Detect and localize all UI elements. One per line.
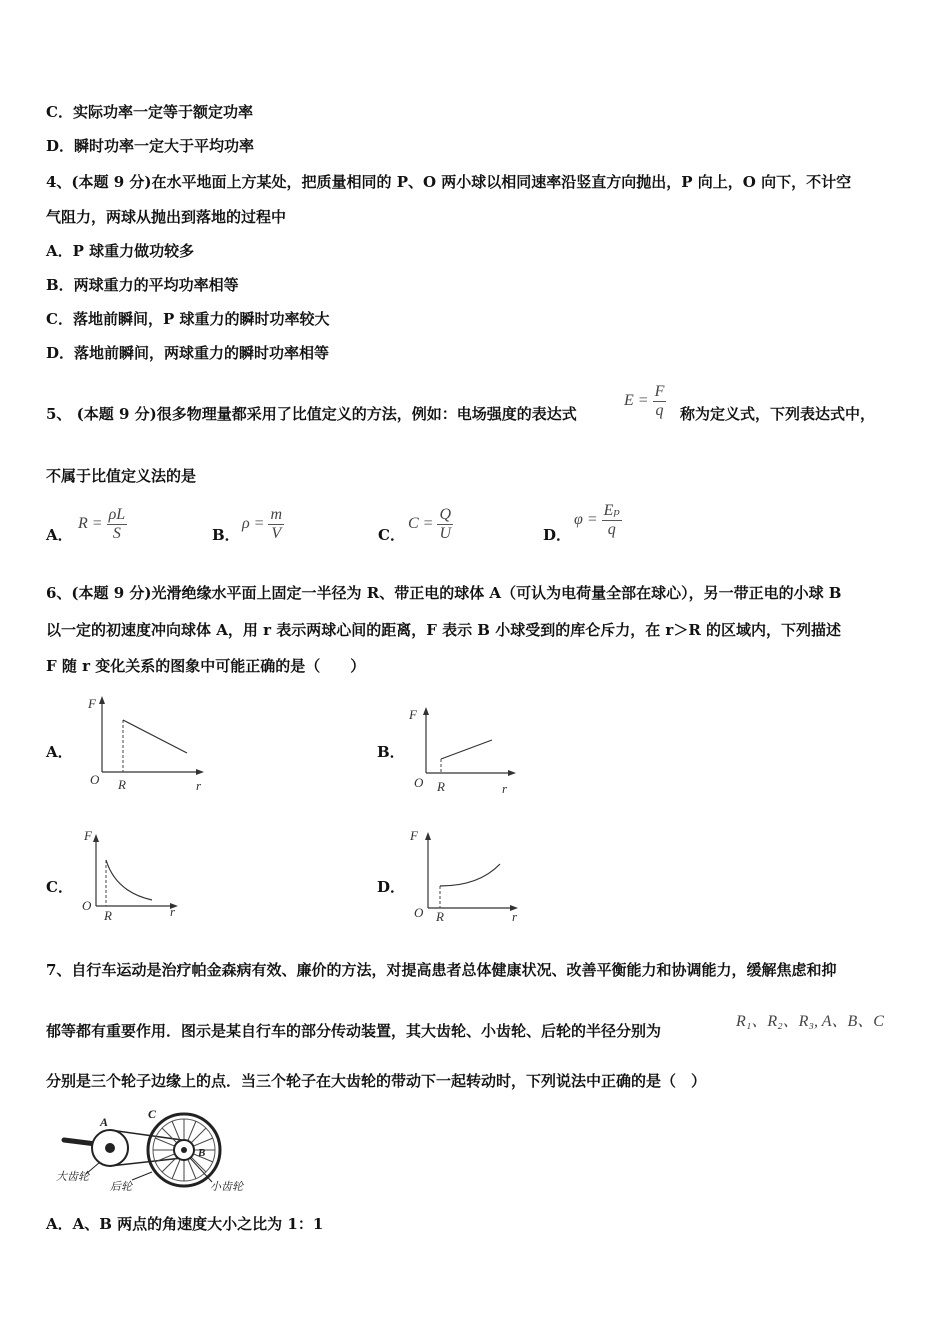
q5-formula-lhs: E =: [624, 392, 649, 410]
q6-graph-d-y-label: F: [410, 828, 418, 843]
q6-option-c-label: C．: [46, 878, 73, 896]
q5-option-c-lhs: C =: [408, 515, 434, 533]
q4-option-b: B．两球重力的平均功率相等: [46, 276, 239, 294]
bicycle-transmission-figure: [52, 1106, 262, 1194]
q6-graph-a-x-label: r: [196, 778, 202, 793]
q6-graph-d: [404, 824, 526, 924]
q5-option-a-den: S: [112, 525, 121, 542]
q6-graph-a-y-label: F: [88, 696, 96, 711]
q6-graph-c-x-label: r: [170, 904, 176, 919]
q6-graph-d-radius: R: [436, 909, 444, 924]
fig-label-a: A: [100, 1115, 109, 1129]
q4-option-c: C．落地前瞬间，P 球重力的瞬时功率较大: [46, 310, 330, 328]
q6-graph-c-radius: R: [104, 908, 112, 922]
fig-label-c: C: [148, 1107, 157, 1121]
q6-graph-c-y-label: F: [84, 828, 92, 843]
fig-label-big-gear: 大齿轮: [56, 1171, 89, 1183]
q7-stem-line3: 分别是三个轮子边缘上的点．当三个轮子在大齿轮的带动下一起转动时，下列说法中正确的是（ ）: [46, 1072, 707, 1090]
q5-option-c-den: U: [439, 525, 452, 542]
q6-graph-c: [78, 824, 188, 922]
q6-graph-b: [404, 703, 524, 798]
fig-label-b: B: [198, 1147, 206, 1159]
q5-option-b-formula: [242, 506, 284, 543]
q7-radii-formula: R₁、R₂、R₃, A、B、C: [736, 1013, 884, 1030]
q5-option-c-label: C．: [378, 526, 405, 544]
q5-option-b-fraction: [268, 506, 284, 543]
q5-option-d-formula: [574, 502, 622, 539]
q5-option-d-label: D．: [543, 526, 572, 544]
q7-stem-line1: 7、自行车运动是治疗帕金森病有效、廉价的方法，对提高患者总体健康状况、改善平衡能力和协调能力，缓解焦虑和抑: [46, 961, 837, 979]
q6-option-d-label: D．: [377, 878, 406, 896]
q4-option-a: A．P 球重力做功较多: [46, 242, 195, 260]
q6-graph-b-radius: R: [437, 779, 445, 794]
q5-option-d-lhs: φ =: [574, 511, 598, 529]
q4-stem-line1: 4、(本题 9 分)在水平地面上方某处，把质量相同的 P、O 两小球以相同速率沿竖直方向抛出，P 向上，O 向下，不计空: [46, 173, 852, 191]
q5-option-b-label: B．: [212, 526, 240, 544]
q6-graph-b-x-label: r: [502, 781, 508, 796]
q4-stem-line2: 气阻力，两球从抛出到落地的过程中: [46, 208, 287, 226]
q5-option-d-num: Eₚ: [603, 502, 620, 519]
q5-option-b-den: V: [271, 525, 282, 542]
q4-option-d: D．落地前瞬间，两球重力的瞬时功率相等: [46, 344, 330, 362]
q6-graph-d-origin: O: [414, 905, 424, 920]
q7-option-a: A．A、B 两点的角速度大小之比为 1：1: [46, 1215, 324, 1233]
q5-option-c-fraction: [437, 506, 453, 543]
fig-label-rear-wheel: 后轮: [110, 1181, 132, 1193]
q5-stem-pre: 5、 (本题 9 分)很多物理量都采用了比值定义的方法，例如：电场强度的表达式: [46, 405, 577, 423]
q6-option-b-label: B．: [377, 743, 405, 761]
q5-stem-post: 称为定义式，下列表达式中，: [680, 405, 876, 423]
q6-graph-b-y-label: F: [409, 707, 417, 722]
q7-stem-line2: 郁等都有重要作用．图示是某自行车的部分传动装置，其大齿轮、小齿轮、后轮的半径分别为: [46, 1022, 662, 1040]
q5-option-b-num: m: [270, 506, 283, 523]
q5-option-c-num: Q: [439, 506, 452, 523]
q5-formula-den: q: [655, 402, 664, 419]
q5-option-a-lhs: R =: [78, 515, 103, 533]
q5-formula-e: [624, 383, 666, 420]
q6-graph-b-origin: O: [414, 775, 424, 790]
q6-graph-c-origin: O: [82, 898, 92, 913]
q5-option-d-den: q: [607, 521, 616, 538]
q5-option-a-num: ρL: [108, 506, 126, 523]
q5-option-d-fraction: [602, 502, 622, 539]
q5-option-b-lhs: ρ =: [242, 515, 265, 533]
q6-graph-a-origin: O: [90, 772, 100, 787]
q6-graph-a-radius: R: [118, 777, 126, 792]
q6-graph-a: [80, 692, 210, 796]
q5-option-c-formula: [408, 506, 453, 543]
q5-formula-fraction: [653, 383, 667, 420]
q3-option-d: D．瞬时功率一定大于平均功率: [46, 137, 255, 155]
q6-option-a-label: A．: [46, 743, 73, 761]
q3-option-c: C．实际功率一定等于额定功率: [46, 103, 253, 121]
q5-option-a-fraction: [107, 506, 128, 543]
q5-option-a-formula: [78, 506, 127, 543]
q5-option-a-label: A．: [46, 526, 73, 544]
fig-label-small-gear: 小齿轮: [210, 1181, 243, 1193]
q6-stem-line2: 以一定的初速度冲向球体 A，用 r 表示两球心间的距离，F 表示 B 小球受到的库仑斥力，在 r＞R 的区域内，下列描述: [46, 621, 842, 639]
q6-stem-line1: 6、(本题 9 分)光滑绝缘水平面上固定一半径为 R、带正电的球体 A（可认为电荷量全部在球心），另一带正电的小球 B: [46, 584, 842, 602]
q6-graph-d-x-label: r: [512, 909, 518, 924]
q6-stem-line3: F 随 r 变化关系的图象中可能正确的是（ ）: [46, 657, 366, 675]
q5-stem-line2: 不属于比值定义法的是: [46, 467, 197, 485]
q5-formula-num: F: [654, 383, 665, 400]
